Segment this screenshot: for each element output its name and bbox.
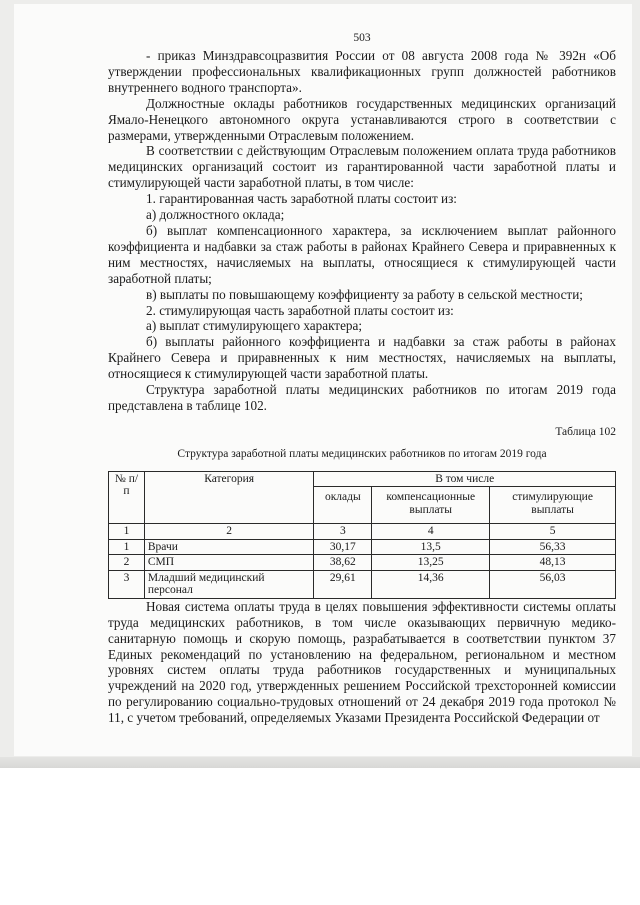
- table-row: [109, 570, 616, 598]
- list-item-incentive-part: 2. стимулирующая часть заработной платы состоит из:: [146, 302, 454, 318]
- paragraph-table-intro: Структура заработной платы медицинских работников по итогам 2019 года представлена в таблице 102.: [108, 382, 616, 413]
- scan-bottom-edge: [0, 757, 640, 768]
- table-number: Таблица 102: [555, 425, 616, 438]
- list-item-regional-coefficient: б) выплаты районного коэффициента и надбавки за стаж работы в районах Крайнего Севера и приравненных к ним местностях, начисляемых на выплаты, относящиеся к стимулирующей части заработной платы.: [108, 334, 616, 382]
- table-header-row: [109, 471, 616, 487]
- document-page: [14, 4, 632, 756]
- header-num: № п/п: [109, 471, 145, 524]
- row-category: Врачи: [144, 539, 313, 555]
- row-category: Младший медицинский персонал: [144, 570, 313, 598]
- table-row: [109, 539, 616, 555]
- paragraph-pay-structure: В соответствии с действующим Отраслевым положением оплата труда работников медицинских организаций состоит из гарантированной части заработной платы и стимулирующей части заработной платы, в том числе:: [108, 143, 616, 191]
- row-num: 3: [109, 570, 145, 598]
- row-compensation: 13,25: [372, 555, 490, 571]
- page-content: [108, 31, 616, 726]
- row-num: 2: [109, 555, 145, 571]
- header-compensation: компенсационные выплаты: [372, 487, 490, 524]
- row-num: 1: [109, 539, 145, 555]
- list-item-rural: в) выплаты по повышающему коэффициенту за работу в сельской местности;: [146, 286, 583, 302]
- row-salary: 38,62: [314, 555, 372, 571]
- row-category: СМП: [144, 555, 313, 571]
- row-incentive: 56,03: [490, 570, 616, 598]
- paragraph-order-392n: - приказ Минздравсоцразвития России от 08 августа 2008 года № 392н «Об утверждении профессиональных квалификационных групп должностей работников внутреннего водного транспорта».: [108, 48, 616, 95]
- index-cell: 4: [372, 524, 490, 540]
- row-salary: 29,61: [314, 570, 372, 598]
- header-category: Категория: [144, 471, 313, 524]
- header-group: В том числе: [314, 471, 616, 487]
- row-salary: 30,17: [314, 539, 372, 555]
- paragraph-salaries: Должностные оклады работников государственных медицинских организаций Ямало-Ненецкого автономного округа устанавливаются строго в соответствии с размерами, утвержденными Отраслевым положением.: [108, 95, 616, 143]
- index-cell: 5: [490, 524, 616, 540]
- table-index-row: [109, 524, 616, 540]
- index-cell: 2: [144, 524, 313, 540]
- index-cell: 3: [314, 524, 372, 540]
- page-number: 503: [353, 32, 371, 44]
- row-incentive: 48,13: [490, 555, 616, 571]
- paragraph-new-pay-system: Новая система оплаты труда в целях повышения эффективности системы оплаты труда медицинских работников, в том числе оказывающих первичную медико-санитарную помощь и скорую помощь, разрабатывается в соответствии пунктом 37 Единых рекомендаций по установлению на федеральном, региональном и местном уровнях систем оплаты труда работников государственных и муниципальных учреждений на 2020 год, утвержденных решением Российской трехсторонней комиссии по регулированию социально-трудовых отношений от 24 декабря 2019 года протокол № 11, с учетом требований, определяемых Указами Президента Российской Федерации от: [108, 598, 616, 726]
- table-row: [109, 555, 616, 571]
- list-item-salary: а) должностного оклада;: [146, 207, 285, 223]
- list-item-incentive-payments: а) выплат стимулирующего характера;: [146, 318, 363, 334]
- table-caption: Структура заработной платы медицинских работников по итогам 2019 года: [177, 447, 547, 460]
- index-cell: 1: [109, 524, 145, 540]
- row-compensation: 14,36: [372, 570, 490, 598]
- header-incentive: стимулирующие выплаты: [490, 487, 616, 524]
- row-incentive: 56,33: [490, 539, 616, 555]
- header-salary: оклады: [314, 487, 372, 524]
- row-compensation: 13,5: [372, 539, 490, 555]
- salary-structure-table: [108, 471, 616, 599]
- list-item-compensation: б) выплат компенсационного характера, за исключением выплат районного коэффициента и надбавки за стаж работы в районах Крайнего Севера и приравненных к ним местностях, начисляемых на выплаты, относящиеся к стимулирующей части заработной платы;: [108, 222, 616, 286]
- list-item-guaranteed: 1. гарантированная часть заработной платы состоит из:: [146, 191, 457, 207]
